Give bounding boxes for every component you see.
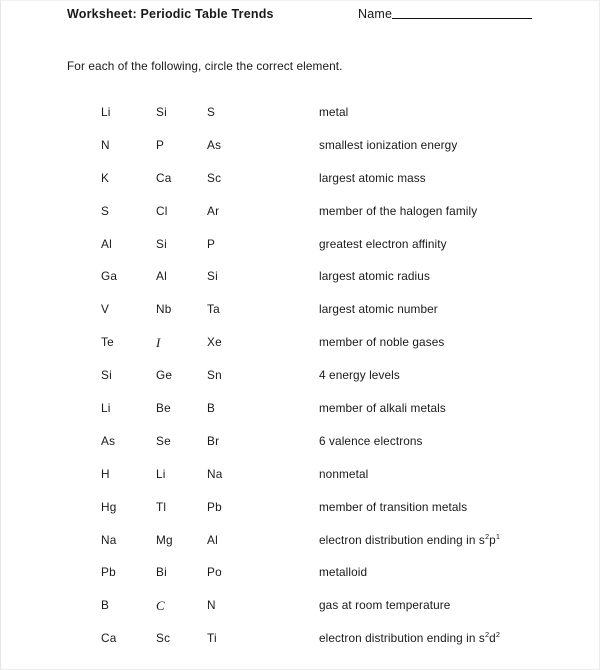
question-description: 6 valence electrons [319,433,423,448]
name-blank-line[interactable] [392,18,532,19]
element-choice[interactable]: V [101,302,110,317]
element-choice[interactable]: As [101,433,116,448]
element-choice[interactable]: Si [101,368,112,383]
element-choice[interactable]: Cl [156,203,168,218]
element-choice[interactable]: Ca [156,170,172,185]
element-choice[interactable]: Be [156,401,171,416]
element-choice[interactable]: Te [101,335,114,350]
element-choice[interactable]: H [101,466,110,481]
element-choice[interactable]: As [207,137,222,152]
element-choice[interactable]: Nb [156,302,172,317]
question-row [1,368,599,401]
element-choice[interactable]: Ga [101,269,118,284]
element-choice[interactable]: Bi [156,565,167,580]
question-description: electron distribution ending in $s^2p^1$ [319,531,501,547]
name-label: Name [358,7,393,21]
question-description: gas at room temperature [319,598,451,613]
element-choice[interactable]: Se [156,433,171,448]
question-description: member of transition metals [319,499,468,514]
name-field-group [358,7,532,21]
question-row [1,467,599,500]
question-description: metal [319,105,349,119]
question-description: member of alkali metals [319,401,446,416]
element-choice[interactable]: Ca [101,631,117,646]
question-row [1,434,599,467]
element-choice[interactable]: S [101,203,110,218]
worksheet-header [1,7,599,35]
question-row [1,171,599,204]
element-choice[interactable]: Li [101,105,111,119]
question-row [1,335,599,368]
question-description: largest atomic number [319,302,438,317]
question-description: smallest ionization energy [319,137,458,152]
question-description: electron distribution ending in $s^2d^2$ [319,630,501,646]
question-row [1,500,599,533]
element-choice[interactable]: P [207,236,216,251]
element-choice[interactable]: Na [101,532,117,547]
element-choice[interactable]: Mg [156,532,173,547]
question-row [1,302,599,335]
element-choice[interactable]: B [101,598,110,613]
element-choice[interactable]: Li [156,466,166,481]
element-choice[interactable]: Sn [207,368,222,383]
element-choice[interactable]: Po [207,565,222,580]
element-choice[interactable]: N [101,137,110,152]
question-row [1,204,599,237]
element-choice[interactable]: Sc [207,170,222,185]
element-choice[interactable]: Si [156,236,167,251]
question-row [1,533,599,566]
element-choice[interactable]: Na [207,466,223,481]
question-description: largest atomic radius [319,269,430,284]
instruction-text: For each of the following, circle the correct element. [67,59,343,73]
question-description: largest atomic mass [319,170,426,185]
element-choice[interactable]: Br [207,433,220,448]
question-row [1,631,599,664]
element-choice[interactable]: Si [207,269,218,284]
question-description: member of noble gases [319,335,445,350]
element-choice[interactable]: Ar [207,203,220,218]
element-choice[interactable]: C [156,598,165,614]
element-choice[interactable]: Li [101,401,111,416]
question-description: greatest electron affinity [319,236,447,251]
question-row [1,138,599,171]
element-choice[interactable]: B [207,401,216,416]
question-row [1,237,599,270]
question-list [1,105,599,664]
element-choice[interactable]: Al [156,269,167,284]
element-choice[interactable]: S [207,105,216,119]
element-choice[interactable]: Ta [207,302,220,317]
question-description: metalloid [319,565,368,580]
element-choice[interactable]: N [207,598,216,613]
element-choice[interactable]: Al [207,532,218,547]
element-choice[interactable]: I [156,335,161,351]
element-choice[interactable]: Hg [101,499,117,514]
element-choice[interactable]: Pb [207,499,222,514]
element-choice[interactable]: Tl [156,499,167,514]
element-choice[interactable]: Si [156,105,167,119]
question-description: 4 energy levels [319,368,400,383]
question-row [1,105,599,138]
element-choice[interactable]: Pb [101,565,116,580]
element-choice[interactable]: Xe [207,335,222,350]
element-choice[interactable]: Al [101,236,112,251]
page-title: Worksheet: Periodic Table Trends [67,7,274,21]
element-choice[interactable]: Ti [207,631,217,646]
question-description: nonmetal [319,466,369,481]
question-description: member of the halogen family [319,203,478,218]
question-row [1,598,599,631]
element-choice[interactable]: P [156,137,165,152]
question-row [1,401,599,434]
question-row [1,565,599,598]
element-choice[interactable]: K [101,170,110,185]
element-choice[interactable]: Ge [156,368,173,383]
question-row [1,269,599,302]
element-choice[interactable]: Sc [156,631,171,646]
